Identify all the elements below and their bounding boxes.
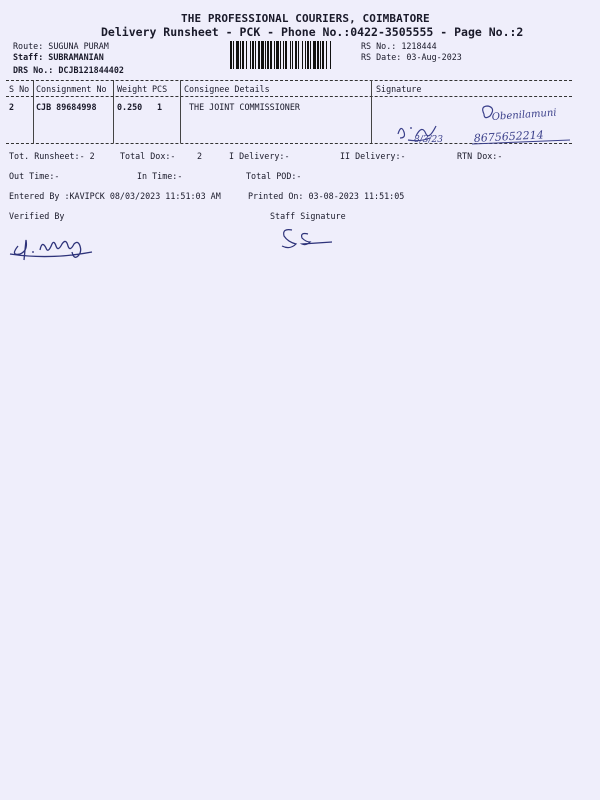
barcode-bar <box>236 41 239 69</box>
staff-signature-label: Staff Signature <box>270 211 346 221</box>
barcode-bar <box>274 41 275 69</box>
row-consignment: CJB 89684998 <box>36 102 97 112</box>
header-consignment: Consignment No <box>36 84 107 94</box>
handwritten-date: 8/3/23 <box>414 135 443 145</box>
staff-signature <box>278 222 348 252</box>
header-pcs: PCS <box>152 84 168 94</box>
header-weight: Weight <box>117 84 148 94</box>
header-signature: Signature <box>376 84 422 94</box>
printed-on: Printed On: 03-08-2023 11:51:05 <box>248 191 405 201</box>
out-time: Out Time:- <box>9 171 60 181</box>
col-divider <box>113 80 114 143</box>
table-top-divider <box>6 80 572 81</box>
in-time: In Time:- <box>137 171 183 181</box>
barcode-bar <box>313 41 316 69</box>
barcode-bar <box>258 41 260 69</box>
barcode-bar <box>326 41 327 69</box>
company-title: THE PROFESSIONAL COURIERS, COIMBATORE <box>181 12 430 25</box>
barcode-bar <box>302 41 303 69</box>
second-delivery: II Delivery:- <box>340 151 406 161</box>
barcode-bar <box>252 41 254 69</box>
barcode-bar <box>265 41 266 69</box>
barcode-bar <box>233 41 234 69</box>
staff-label: Staff: SUBRAMANIAN <box>13 52 104 62</box>
rs-date: RS Date: 03-Aug-2023 <box>361 52 462 62</box>
handwritten-phone: 8675652214 <box>473 128 545 145</box>
barcode-image <box>228 41 358 69</box>
barcode-bar <box>295 41 297 69</box>
barcode-bar <box>230 41 232 69</box>
first-delivery: I Delivery:- <box>229 151 290 161</box>
barcode-bar <box>285 41 287 69</box>
row-sno: 2 <box>9 102 15 112</box>
barcode-bar <box>283 41 284 69</box>
barcode-bar <box>292 41 293 69</box>
barcode-bar <box>322 41 324 69</box>
verifier-signature <box>6 224 106 264</box>
rs-number: RS No.: 1218444 <box>361 41 437 51</box>
barcode-bar <box>261 41 264 69</box>
barcode-bar <box>310 41 311 69</box>
barcode-bar <box>246 41 247 69</box>
header-sno: S No <box>9 84 30 94</box>
barcode-bar <box>317 41 319 69</box>
col-divider <box>33 80 34 143</box>
total-pod: Total POD:- <box>246 171 302 181</box>
barcode-bar <box>305 41 306 69</box>
total-dox-label: Total Dox:- <box>120 151 176 161</box>
handwritten-name: Obenilamuni <box>491 107 557 123</box>
barcode-bar <box>307 41 309 69</box>
row-weight: 0.250 <box>117 102 143 112</box>
route-label: Route: SUGUNA PURAM <box>13 41 109 51</box>
row-pcs: 1 <box>157 102 163 112</box>
total-runsheet: Tot. Runsheet:- 2 <box>9 151 95 161</box>
recipient-signature <box>388 100 588 150</box>
col-divider <box>371 80 372 143</box>
total-dox-value: 2 <box>197 151 203 161</box>
table-header-divider <box>6 96 572 97</box>
barcode-bar <box>250 41 251 69</box>
header-consignee: Consignee Details <box>184 84 270 94</box>
runsheet-subtitle: Delivery Runsheet - PCK - Phone No.:0422-3505555 - Page No.:2 <box>101 25 524 39</box>
verified-by-label: Verified By <box>9 211 65 221</box>
barcode-bar <box>320 41 321 69</box>
rtn-dox: RTN Dox:- <box>457 151 503 161</box>
barcode-bar <box>298 41 299 69</box>
barcode-bar <box>270 41 272 69</box>
barcode-bar <box>276 41 279 69</box>
barcode-bar <box>240 41 241 69</box>
barcode-bar <box>290 41 291 69</box>
barcode-bar <box>280 41 281 69</box>
row-consignee: THE JOINT COMMISSIONER <box>189 102 300 112</box>
drs-number: DRS No.: DCJB121844402 <box>13 65 124 75</box>
entered-by: Entered By :KAVIPCK 08/03/2023 11:51:03 AM <box>9 191 221 201</box>
barcode-bar <box>267 41 269 69</box>
col-divider <box>180 80 181 143</box>
barcode-bar <box>242 41 244 69</box>
barcode-bar <box>255 41 256 69</box>
barcode-bar <box>330 41 331 69</box>
